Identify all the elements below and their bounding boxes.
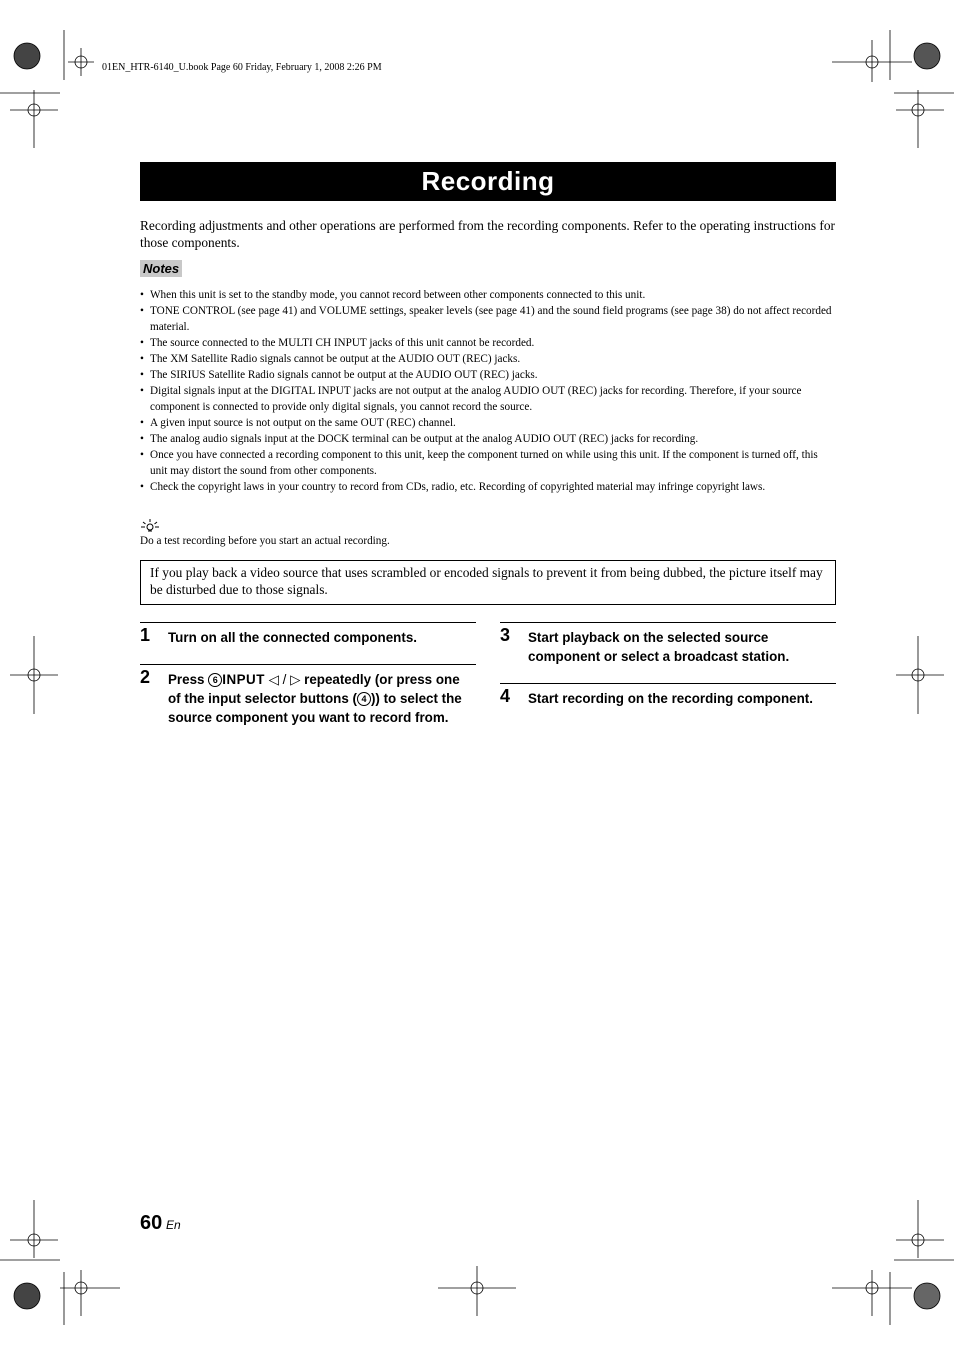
- note-item: • A given input source is not output on the same OUT (REC) channel.: [140, 415, 836, 431]
- page-language: En: [166, 1218, 181, 1232]
- step-text-part: )) to select the source component you want to record from.: [168, 691, 462, 725]
- notes-list: [140, 287, 836, 495]
- circled-number: 6: [208, 673, 222, 687]
- step-text: [168, 670, 474, 727]
- circled-number: 4: [357, 692, 371, 706]
- intro-paragraph: Recording adjustments and other operations are performed from the recording components. Refer to the operating instructions for those components.: [140, 218, 835, 250]
- note-item: • The analog audio signals input at the DOCK terminal can be output at the analog AUDIO OUT (REC) jacks for recording.: [140, 431, 836, 447]
- page-title: Recording: [140, 162, 836, 201]
- note-item: • The XM Satellite Radio signals cannot be output at the AUDIO OUT (REC) jacks.: [140, 351, 836, 367]
- page-number: 60: [140, 1212, 163, 1234]
- warning-box: If you play back a video source that uses scrambled or encoded signals to prevent it from being dubbed, the picture itself may be disturbed due to those signals.: [140, 560, 836, 605]
- note-item: • When this unit is set to the standby mode, you cannot record between other components connected to this unit.: [140, 287, 836, 303]
- step-number: 1: [140, 625, 151, 645]
- note-item: • Check the copyright laws in your country to record from CDs, radio, etc. Recording of copyrighted material may infringe copyright laws.: [140, 479, 836, 495]
- step-4: [500, 683, 836, 722]
- step-text: Start recording on the recording component.: [528, 691, 813, 706]
- note-item: • The source connected to the MULTI CH INPUT jacks of this unit cannot be recorded.: [140, 335, 836, 351]
- step-number: 4: [500, 686, 511, 706]
- step-text: Start playback on the selected source component or select a broadcast station.: [528, 630, 790, 664]
- step-2: [140, 664, 476, 755]
- step-number: 3: [500, 625, 511, 645]
- lightbulb-icon: [141, 519, 159, 533]
- arrow-keys: ◁ / ▷: [264, 672, 305, 687]
- tip-text: Do a test recording before you start an actual recording.: [140, 535, 390, 547]
- note-item: • TONE CONTROL (see page 41) and VOLUME settings, speaker levels (see page 41) and the sound field programs (see page 38) do not affect recorded material.: [140, 303, 836, 335]
- notes-label: Notes: [140, 260, 182, 277]
- step-text-part: repeatedly (or press one of the input selector buttons (: [168, 672, 460, 706]
- note-item: • Once you have connected a recording component to this unit, keep the component turned on while using this unit. If the component is turned off, this unit may distort the sound from other components.: [140, 447, 836, 479]
- note-item: • Digital signals input at the DIGITAL INPUT jacks are not output at the analog AUDIO OUT (REC) jacks for recording. Therefore, if your source component is connected to provide only digital signals, you cannot record the source.: [140, 383, 836, 415]
- step-1: [140, 622, 476, 661]
- step-text-part: Press: [168, 672, 209, 687]
- book-meta-header: 01EN_HTR-6140_U.book Page 60 Friday, February 1, 2008 2:26 PM: [102, 62, 382, 73]
- note-item: • The SIRIUS Satellite Radio signals cannot be output at the AUDIO OUT (REC) jacks.: [140, 367, 836, 383]
- step-text: Turn on all the connected components.: [168, 630, 417, 645]
- step-3: [500, 622, 836, 681]
- step-number: 2: [140, 667, 151, 687]
- input-button-label: INPUT: [222, 672, 265, 687]
